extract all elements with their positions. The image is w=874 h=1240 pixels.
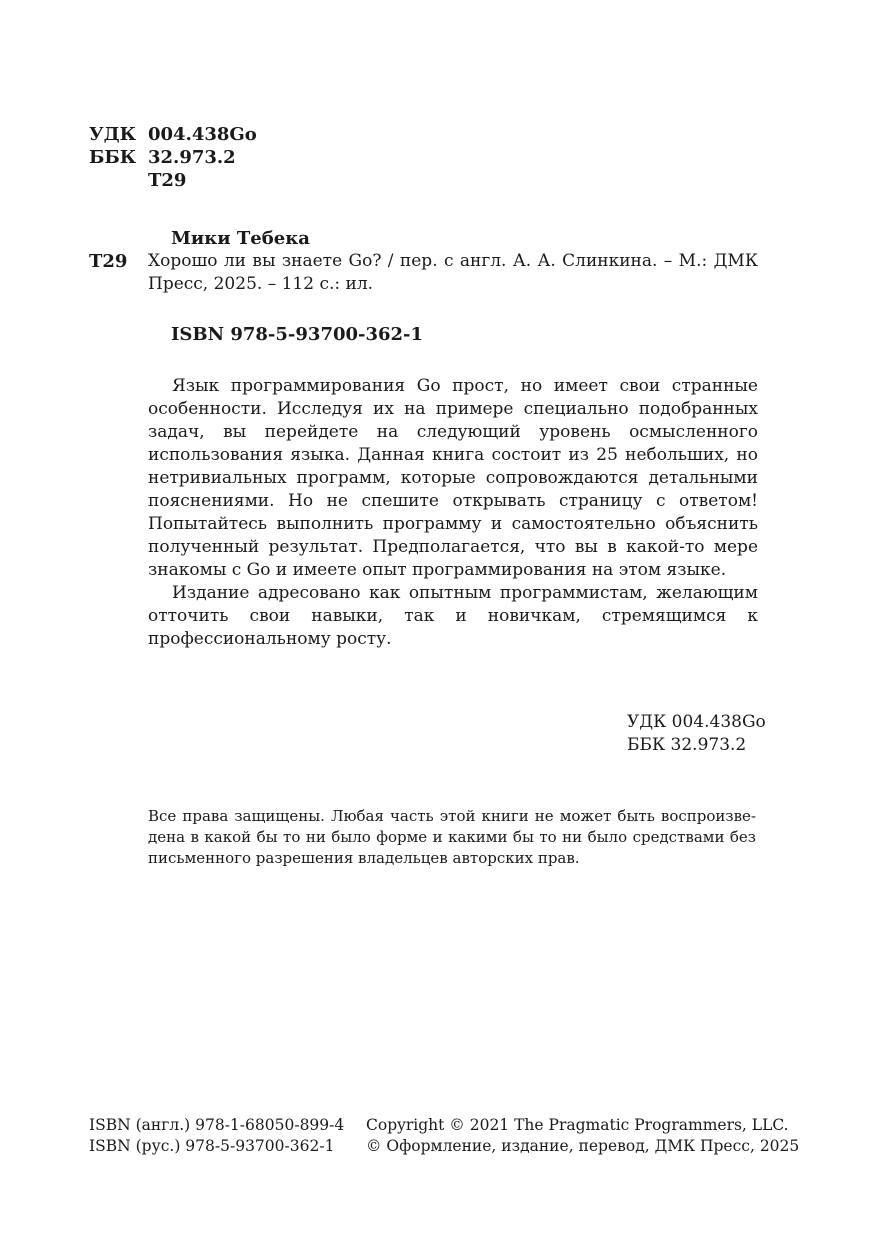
udk-label: УДК — [89, 124, 136, 145]
bibliographic-description: Хорошо ли вы знаете Go? / пер. с англ. А. А. Слинкина. – М.: ДМК Пресс, 2025. – 112 с.: ил. — [148, 251, 758, 294]
author-name: Мики Тебека — [171, 228, 310, 249]
author-sign-top: Т29 — [148, 170, 187, 191]
copyright-original: Copyright © 2021 The Pragmatic Programmers, LLC. — [366, 1116, 789, 1134]
annotation — [148, 375, 758, 651]
bbk-right: ББК 32.973.2 — [627, 735, 747, 755]
bbk-label: ББК — [89, 147, 137, 168]
isbn-english: ISBN (англ.) 978-1-68050-899-4 — [89, 1116, 345, 1134]
copyright-translation: © Оформление, издание, перевод, ДМК Пресс, 2025 — [366, 1137, 800, 1155]
bbk-value: 32.973.2 — [148, 147, 236, 168]
annotation-paragraph-1: Язык программирования Go прост, но имеет свои странные особенности. Исследуя их на примере специально подобранных задач, вы перейдете на следующий уровень осмысленного использования языка. Данная книга состоит из 25 небольших, но нетривиальных программ, которые сопровождаются детальными пояснениями. Но не спешите открывать страницу с ответом! Попытайтесь выполнить программу и самостоятельно объяснить полученный результат. Предполагается, что вы в какой-то мере знакомы с Go и имеете опыт программирования на этом языке. — [148, 376, 758, 580]
udk-right: УДК 004.438Go — [627, 712, 766, 732]
author-sign: Т29 — [89, 251, 128, 272]
annotation-paragraph-2: Издание адресовано как опытным программистам, желающим отточить свои навыки, так и новичкам, стремящимся к профессиональному росту. — [148, 583, 758, 649]
isbn-russian: ISBN (рус.) 978-5-93700-362-1 — [89, 1137, 335, 1155]
isbn-main: ISBN 978-5-93700-362-1 — [171, 324, 424, 345]
udk-value: 004.438Go — [148, 124, 257, 145]
rights-notice: Все права защищены. Любая часть этой книги не может быть воспроизведена в какой бы то ни было форме и какими бы то ни было средствами без письменного разрешения владельцев авторских прав. — [148, 807, 756, 867]
